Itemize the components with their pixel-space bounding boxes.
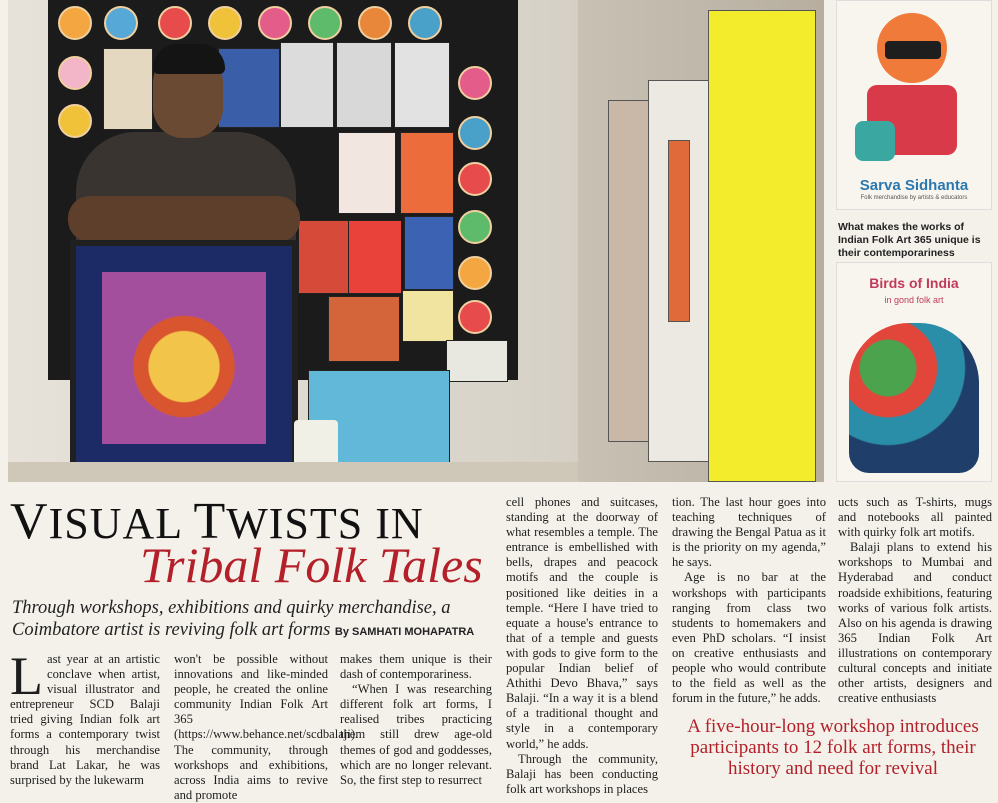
column-text: tion. The last hour goes into teaching techniques of drawing the Bengal Patua as it is the priority on my agenda,” he says. <box>672 495 826 570</box>
framed-art <box>348 220 402 294</box>
body-column-1 <box>10 646 160 787</box>
canvas-painting <box>102 272 266 444</box>
framed-art <box>402 290 454 342</box>
brand-tagline: Folk merchandise by artists & educators <box>860 195 968 201</box>
framed-art <box>394 42 450 128</box>
headline-cap: V <box>10 493 49 550</box>
framed-art <box>400 132 454 214</box>
photo-caption: What makes the works of Indian Folk Art 365 unique is their contemporariness <box>838 221 981 259</box>
character-glasses <box>885 41 941 59</box>
framed-art <box>404 216 454 290</box>
column-text: cell phones and suitcases, standing at the doorway of what resembles a temple. The entrance is embellished with bells, drapes and peacock motifs and the couple is positioned like deities in a temple. “Here I have tried to equate a house's entrance to that of a temple and guests with gods to give form to the popular Indian belief of Athithi Devo Bhava,” says Balaji. “In a way it is a blend of a traditional thought and style in a contemporary world,” he adds. <box>506 495 658 751</box>
wall-poster-figure <box>668 140 690 322</box>
byline-prefix: By <box>334 626 353 638</box>
headline-line2: Tribal Folk Tales <box>140 537 483 593</box>
wall-poster-yellow <box>708 10 816 482</box>
badge-art <box>308 6 342 40</box>
brush-holder <box>294 420 338 468</box>
byline-author: SAMHATI MOHAPATRA <box>352 626 475 638</box>
badge-art <box>458 116 492 150</box>
body-column-4 <box>506 495 658 796</box>
wall-poster <box>608 100 650 442</box>
badge-art <box>358 6 392 40</box>
badge-art <box>458 256 492 290</box>
badge-art <box>458 210 492 244</box>
badge-art <box>258 6 292 40</box>
framed-art <box>328 296 400 362</box>
badge-art <box>408 6 442 40</box>
column-text: Age is no bar at the workshops with participants ranging from class two students to homemakers and even PhD scholars. “I insist on creative enthusiasts and people who would contribute to the field as well as the forum in the future,” he adds. <box>672 570 826 706</box>
artist-arms <box>68 196 300 242</box>
book-title: Birds of India <box>869 275 959 291</box>
badge-art <box>158 6 192 40</box>
column-text: ast year at an artistic conclave when artist, visual illustrator and entrepreneur SCD Balaji tried giving Indian folk art forms a contemporary twist through his merchandise brand Lat Lakar, he was surprised by the lukewarm <box>10 652 160 787</box>
table-surface <box>8 462 608 482</box>
sarva-sidhanta-illustration <box>836 0 992 210</box>
character-bag <box>855 121 895 161</box>
body-column-6 <box>838 495 992 705</box>
feature-photo <box>8 0 824 482</box>
headline-cap: T <box>193 493 227 550</box>
framed-art <box>280 42 334 128</box>
badge-art <box>208 6 242 40</box>
column-text: “When I was researching different folk art forms, I realised tribes practicing them still drew age-old themes of god and goddesses, which are no longer relevant. So, the first step to resurrect <box>340 682 492 787</box>
pull-quote: A five-hour-long workshop introduces participants to 12 folk art forms, their history and need for revival <box>687 716 979 779</box>
column-text: makes them unique is their dash of contemporariness. <box>340 652 492 682</box>
body-column-2 <box>174 652 359 802</box>
birds-of-india-cover <box>836 262 992 482</box>
book-subtitle: in gond folk art <box>884 295 944 305</box>
badge-art <box>458 66 492 100</box>
headline-word: ISUAL <box>48 499 194 548</box>
folk-art-canvas <box>70 240 298 476</box>
deck-text: Through workshops, exhibitions and quirky merchandise, a Coimbatore artist is reviving folk art forms <box>12 598 451 640</box>
framed-art <box>446 340 508 382</box>
column-text: Through the community, Balaji has been conducting folk art workshops in places <box>506 751 658 796</box>
badge-art <box>458 162 492 196</box>
framed-art <box>298 220 350 294</box>
badge-art <box>58 56 92 90</box>
framed-art <box>336 42 392 128</box>
framed-art <box>103 48 153 130</box>
framed-art <box>338 132 396 214</box>
body-column-3 <box>340 652 492 787</box>
badge-art <box>458 300 492 334</box>
framed-art <box>218 48 280 128</box>
column-text: won't be possible without innovations and like-minded people, he created the online community Indian Folk Art 365 (https://www.behance.net/scdbalaji). The community, through workshops and exhibitions, across India aims to revive and promote <box>174 652 359 802</box>
badge-art <box>104 6 138 40</box>
body-column-5 <box>672 495 826 705</box>
brand-name: Sarva Sidhanta <box>859 177 969 194</box>
headline-word: WISTS IN <box>226 499 424 548</box>
badge-art <box>58 104 92 138</box>
badge-art <box>58 6 92 40</box>
artist-hair <box>153 44 225 74</box>
drop-cap: L <box>10 646 43 706</box>
gond-birds-art <box>849 323 979 473</box>
column-text: ucts such as T-shirts, mugs and notebooks all painted with quirky folk art motifs. <box>838 495 992 540</box>
article-deck <box>12 597 492 643</box>
column-text: Balaji plans to extend his workshops to Mumbai and Hyderabad and conduct roadside exhibitions, featuring works of various folk artists. Also on his agenda is drawing 365 Indian Folk Art illustrations on contemporary cultural concepts and initiate other artists, designers and creative enthusiasts <box>838 540 992 706</box>
